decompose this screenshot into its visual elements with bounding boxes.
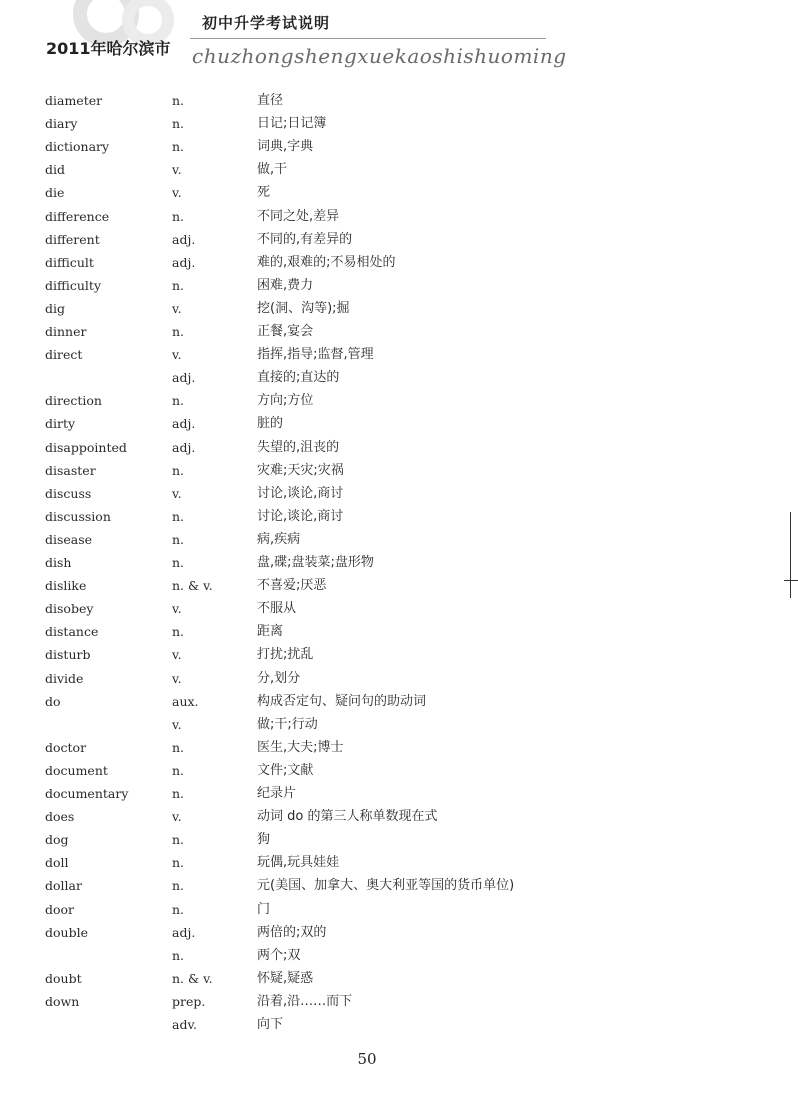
vocab-entry [0,644,798,666]
entry-definition: 动词 do 的第三人称单数现在式 [257,809,438,825]
vocab-entry [0,390,798,412]
header-divider [190,38,546,39]
entry-word: difficulty [45,277,102,293]
entry-part-of-speech: prep. [172,993,206,1009]
vocab-entry [0,691,798,713]
entry-part-of-speech: n. [172,93,185,108]
header-subtitle: chuzhongshengxuekaoshishuoming [192,44,567,68]
entry-word: dirty [45,416,76,432]
entry-word: double [45,924,88,940]
vocab-entry [0,413,798,435]
entry-part-of-speech: v. [172,809,182,825]
entry-part-of-speech: adj. [172,370,196,386]
entry-part-of-speech: n. & v. [172,578,213,594]
entry-part-of-speech: v. [172,347,182,363]
entry-part-of-speech: n. [172,739,185,755]
vocab-entry [0,991,798,1013]
entry-definition: 讨论,谈论,商讨 [257,508,344,524]
entry-definition: 脏的 [257,416,284,432]
entry-word: divide [45,670,84,686]
entry-definition: 两个;双 [257,947,301,963]
entry-definition: 讨论,谈论,商讨 [257,485,344,501]
entry-word: dog [45,832,69,848]
entry-definition: 不同的,有差异的 [257,231,353,247]
entry-definition: 不喜爱;厌恶 [257,578,327,594]
vocab-entry [0,737,798,759]
entry-part-of-speech: n. [172,762,185,778]
vocab-entry [0,437,798,459]
entry-part-of-speech: n. [172,855,185,871]
entry-definition: 正餐,宴会 [257,324,314,339]
vocab-entry [0,714,798,736]
entry-definition: 纪录片 [257,786,297,801]
entry-part-of-speech: n. [172,878,185,894]
entry-definition: 失望的,沮丧的 [257,439,340,455]
entry-part-of-speech: adj. [172,924,196,940]
entry-word: dictionary [45,139,110,155]
vocab-entry [0,922,798,944]
vocab-entry [0,229,798,251]
entry-word: did [45,162,66,178]
entry-word: dig [45,300,66,316]
entry-word: direction [45,393,102,409]
entry-definition: 两倍的;双的 [257,924,327,940]
entry-part-of-speech: n. [172,277,185,293]
vocab-entry [0,159,798,181]
entry-word: distance [45,624,99,640]
vocab-entry [0,1014,798,1036]
entry-definition: 玩偶,玩具娃娃 [257,855,340,871]
entry-part-of-speech: v. [172,716,182,732]
entry-definition: 向下 [257,1017,284,1032]
vocab-entry [0,968,798,990]
entry-definition: 打扰;扰乱 [257,647,314,663]
entry-word: disobey [45,601,94,617]
entry-definition: 难的,艰难的;不易相处的 [257,254,396,270]
entry-part-of-speech: adj. [172,254,196,270]
vocab-entry [0,344,798,366]
entry-word: disaster [45,462,96,478]
entry-word: different [45,231,100,247]
entry-part-of-speech: v. [172,601,182,617]
entry-part-of-speech: n. [172,531,185,547]
entry-part-of-speech: v. [172,647,182,663]
entry-definition: 直径 [257,93,284,108]
entry-word: discussion [45,508,111,524]
entry-word: dish [45,555,72,570]
entry-word: documentary [45,786,129,801]
entry-part-of-speech: v. [172,162,182,178]
entry-definition: 分,划分 [257,670,301,686]
vocab-entry [0,206,798,228]
entry-word: does [45,809,75,825]
entry-definition: 困难,费力 [257,277,314,293]
entry-word: diameter [45,93,103,108]
crop-mark-vertical [790,512,791,598]
vocab-entry [0,621,798,643]
entry-part-of-speech: n. [172,624,185,640]
entry-part-of-speech: n. [172,393,185,409]
header-title: 初中升学考试说明 [202,14,331,32]
vocab-entry [0,321,798,343]
vocab-entry [0,783,798,805]
entry-part-of-speech: n. [172,462,185,478]
entry-part-of-speech: n. [172,786,185,801]
entry-definition: 构成否定句、疑问句的助动词 [257,693,427,709]
entry-word: door [45,901,75,917]
vocab-entry [0,875,798,897]
entry-word: doctor [45,739,87,755]
entry-part-of-speech: n. [172,116,185,132]
vocab-entry [0,945,798,967]
entry-part-of-speech: n. [172,508,185,524]
entry-word: document [45,762,108,778]
entry-word: disturb [45,647,91,663]
entry-definition: 做;干;行动 [257,716,318,732]
entry-definition: 狗 [257,832,271,848]
entry-definition: 方向;方位 [257,393,314,409]
vocab-entry [0,529,798,551]
vocab-entry [0,852,798,874]
entry-definition: 指挥,指导;监督,管理 [257,347,374,363]
entry-part-of-speech: adj. [172,231,196,247]
entry-definition: 门 [257,901,271,917]
vocab-entry [0,506,798,528]
entry-word: die [45,185,65,201]
entry-word: direct [45,347,83,363]
vocab-entry [0,113,798,135]
vocab-entry [0,760,798,782]
entry-definition: 挖(洞、沟等);掘 [257,300,350,316]
entry-word: difficult [45,254,94,270]
entry-word: dinner [45,324,87,339]
entry-part-of-speech: n. [172,832,185,848]
entry-part-of-speech: v. [172,300,182,316]
vocab-entry [0,298,798,320]
entry-part-of-speech: adv. [172,1017,198,1032]
entry-definition: 怀疑,疑惑 [257,970,314,986]
entry-part-of-speech: adj. [172,416,196,432]
entry-definition: 盘,碟;盘装菜;盘形物 [257,555,374,570]
entry-definition: 文件;文献 [257,762,314,778]
entry-definition: 医生,大夫;博士 [257,739,344,755]
entry-part-of-speech: v. [172,185,182,201]
page-number: 50 [357,1050,377,1068]
vocab-entry [0,275,798,297]
entry-definition: 病,疾病 [257,531,301,547]
vocab-entry [0,899,798,921]
entry-word: down [45,993,80,1009]
entry-part-of-speech: n. [172,139,185,155]
entry-word: doubt [45,970,82,986]
entry-definition: 死 [257,185,271,201]
entry-definition: 日记;日记簿 [257,116,327,132]
entry-word: disappointed [45,439,127,455]
vocab-entry [0,552,798,574]
entry-definition: 词典,字典 [257,139,314,155]
vocab-entry [0,668,798,690]
vocab-entry [0,806,798,828]
entry-word: dislike [45,578,87,594]
entry-definition: 不服从 [257,601,297,617]
vocab-entry [0,483,798,505]
entry-definition: 距离 [257,624,284,640]
entry-part-of-speech: aux. [172,693,199,709]
vocab-entry [0,598,798,620]
entry-word: dollar [45,878,82,894]
entry-part-of-speech: n. [172,901,185,917]
vocab-entry [0,182,798,204]
entry-definition: 不同之处,差异 [257,208,340,224]
vocab-entry [0,829,798,851]
vocab-entry [0,136,798,158]
entry-definition: 做,干 [257,162,288,178]
entry-part-of-speech: n. [172,208,185,224]
entry-word: discuss [45,485,92,501]
crop-mark-horizontal [784,580,798,581]
vocab-entry [0,252,798,274]
entry-part-of-speech: adj. [172,439,196,455]
vocab-entry [0,90,798,112]
vocab-entry [0,575,798,597]
entry-part-of-speech: n. [172,555,185,570]
entry-word: doll [45,855,69,871]
entry-word: do [45,693,61,709]
entry-word: disease [45,531,93,547]
entry-word: diary [45,116,78,132]
entry-definition: 灾难;天灾;灾祸 [257,462,344,478]
entry-definition: 沿着,沿……而下 [257,993,353,1009]
entry-word: difference [45,208,110,224]
entry-definition: 直接的;直达的 [257,370,340,386]
entry-part-of-speech: v. [172,485,182,501]
entry-part-of-speech: n. [172,324,185,339]
vocab-entry [0,460,798,482]
entry-part-of-speech: v. [172,670,182,686]
entry-part-of-speech: n. [172,947,185,963]
entry-part-of-speech: n. & v. [172,970,213,986]
vocab-entry [0,367,798,389]
entry-definition: 元(美国、加拿大、奥大利亚等国的货币单位) [257,878,515,894]
header-year-label: 2011年哈尔滨市 [46,39,171,58]
